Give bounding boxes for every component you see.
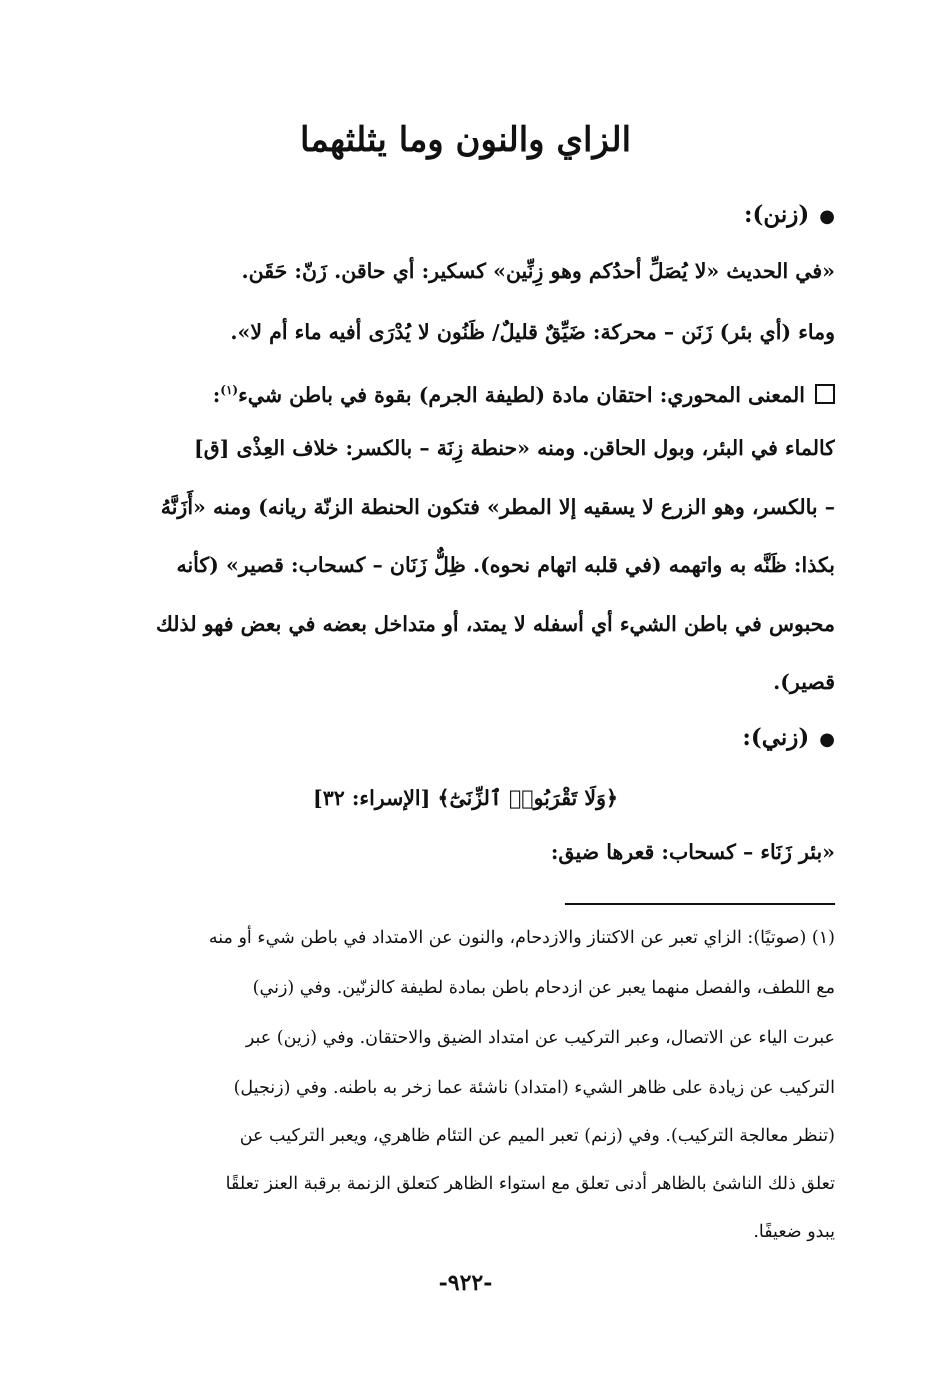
bullet-icon: ● (819, 206, 835, 227)
text-line: «بئر زَنَاء – كسحاب: قعرها ضيق: (550, 840, 835, 864)
page-title: الزاي والنون وما يثلثهما (299, 120, 632, 160)
footnote-line: تعلق ذلك الناشئ بالظاهر أدنى تعلق مع استواء الظاهر كتعلق الزنمة برقبة العنز تعلقًا (225, 1174, 835, 1194)
square-bullet-icon (815, 384, 835, 404)
footnote-line: التركيب عن زيادة على ظاهر الشيء (امتداد) ناشئة عما زخر به باطنه. وفي (زنجيل) (233, 1078, 835, 1098)
text-line: – بالكسر، وهو الزرع لا يسقيه إلا المطر» فتكون الحنطة الزنّة ريانه) ومنه «أَزَنَّهُ (160, 495, 835, 519)
footnote-line: يبدو ضعيفًا. (753, 1222, 835, 1242)
text-line: بكذا: ظَنَّه به واتهمه (في قلبه اتهام نحوه). ظِلٌّ زَنَان – كسحاب: قصير» (كأنه (176, 553, 835, 577)
quran-verse: ﴿وَلَا تَقْرَبُوا۟ ٱلزِّنَىٰٓ﴾ [الإسراء: ٣٢] (312, 786, 619, 810)
section-heading-text: (زنن): (744, 201, 810, 228)
definition-line (110, 370, 835, 415)
footnote-line: (١) (صوتيًا): الزاي تعبر عن الاكتناز والازدحام، والنون عن الامتداد في باطن شيء أو منه (208, 928, 835, 948)
colon: : (212, 382, 221, 407)
bullet-icon: ● (819, 729, 835, 750)
section-heading-zny (600, 718, 835, 760)
footnote-divider (565, 903, 835, 905)
text-line: قصير). (773, 670, 835, 694)
text-line: محبوس في باطن الشيء أي أسفله لا يمتد، أو متداخل بعضه في بعض فهو لذلك (156, 612, 835, 636)
section-heading-znn (600, 195, 835, 237)
text-line: وماء (أي بئر) زَنَن – محركة: ضَيِّقٌ قليلٌ/ ظَنُون لا يُدْرَى أفيه ماء أم لا». (230, 320, 835, 344)
footnote-line: (تنظر معالجة التركيب). وفي (زنم) تعبر الميم عن التئام ظاهري، ويعبر التركيب عن (239, 1126, 835, 1146)
section-heading-text: (زني): (742, 724, 810, 751)
page-number: -٩٢٢- (438, 1270, 493, 1296)
text-line: «في الحديث «لا يُصَلِّ أحدُكم وهو زِنِّين» كسكير: أي حاقن. زَنّ: حَقَن. (241, 259, 835, 283)
footnote-line: مع اللطف، والفصل منهما يعبر عن ازدحام باطن بمادة لطيفة كالزنّين. وفي (زني) (252, 978, 835, 998)
text-line: كالماء في البئر، وبول الحاقن. ومنه «حنطة زِنَة – بالكسر: خلاف العِذْى [ق] (194, 436, 835, 460)
definition-text: المعنى المحوري: احتقان مادة (لطيفة الجرم) بقوة في باطن شيء (238, 382, 805, 407)
footnote-line: عبرت الياء عن الاتصال، وعبر التركيب عن امتداد الضيق والاحتقان. وفي (زين) عبر (245, 1028, 835, 1048)
footnote-marker: (١) (220, 383, 239, 397)
